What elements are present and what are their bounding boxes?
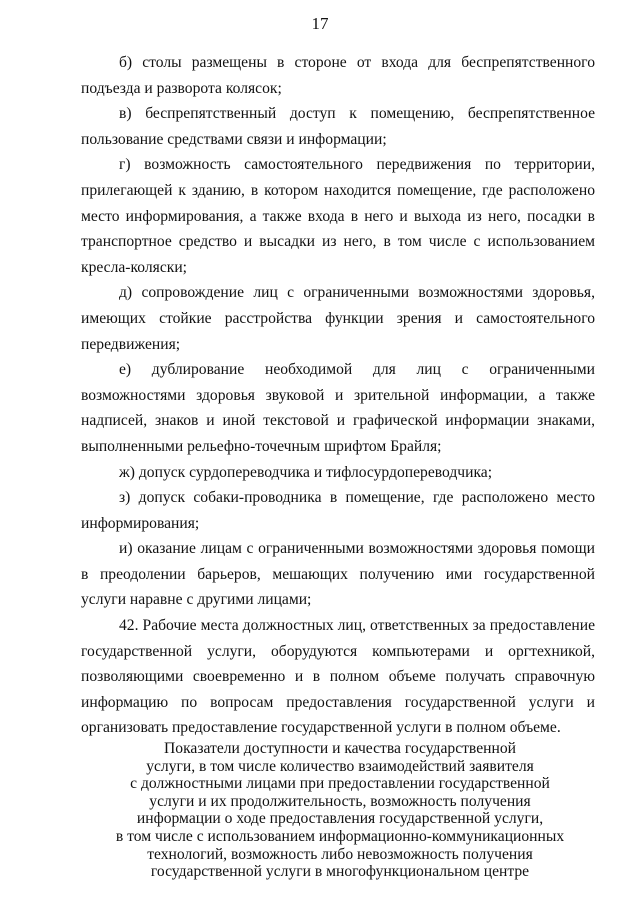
section-heading-line: технологий, возможность либо невозможность получения	[147, 845, 533, 863]
paragraph-42-workplaces: 42. Рабочие места должностных лиц, ответственных за предоставление государственной услуги, оборудуются компьютерами и оргтехникой, позволяющими своевременно и в полном объеме получать справочную информацию по вопросам предоставления государственной услуги и организовать предоставление государственной услуги в полном объеме.	[81, 617, 595, 737]
paragraph-z-guide-dog: з) допуск собаки-проводника в помещение, где расположено место информирования;	[81, 489, 595, 532]
section-heading-line: услуги и их продолжительность, возможность получения	[149, 792, 531, 810]
section-heading-line: государственной услуги в многофункциональном центре	[150, 863, 530, 881]
paragraph-g-movement: г) возможность самостоятельного передвижения по территории, прилегающей к зданию, в котором находится помещение, где расположено место информирования, а также входа в него и выхода из него, посадки в транспортное средство и высадки из него, в том числе с использованием кресла-коляски;	[81, 156, 595, 276]
section-heading-line: Показатели доступности и качества государственной	[164, 740, 516, 757]
paragraph-zh-interpreter: ж) допуск сурдопереводчика и тифлосурдопереводчика;	[119, 463, 493, 481]
section-heading-line: с должностными лицами при предоставлении государственной	[130, 775, 550, 793]
section-heading-line: в том числе с использованием информационно-коммуникационных	[115, 827, 565, 845]
section-heading-line: информации о ходе предоставления государственной услуги,	[136, 810, 544, 828]
page-number: 17	[311, 14, 329, 33]
section-heading	[90, 740, 590, 881]
paragraph-d-escort: д) сопровождение лиц с ограниченными возможностями здоровья, имеющих стойкие расстройства функции зрения и самостоятельного передвижения;	[81, 284, 595, 353]
paragraph-b-tables: б) столы размещены в стороне от входа для беспрепятственного подъезда и разворота колясок;	[81, 54, 595, 97]
paragraph-i-assistance: и) оказание лицам с ограниченными возможностями здоровья помощи в преодолении барьеров, мешающих получению ими государственной услуги наравне с другими лицами;	[81, 540, 595, 609]
section-heading-line: услуги, в том числе количество взаимодействий заявителя	[146, 757, 534, 775]
paragraph-e-duplication: е) дублирование необходимой для лиц с ограниченными возможностями здоровья звуковой и зрительной информации, а также надписей, знаков и иной текстовой и графической информации знаками, выполненными рельефно-точечным шрифтом Брайля;	[81, 361, 595, 455]
paragraph-v-access: в) беспрепятственный доступ к помещению, беспрепятственное пользование средствами связи и информации;	[81, 105, 595, 148]
body-text	[81, 50, 595, 741]
